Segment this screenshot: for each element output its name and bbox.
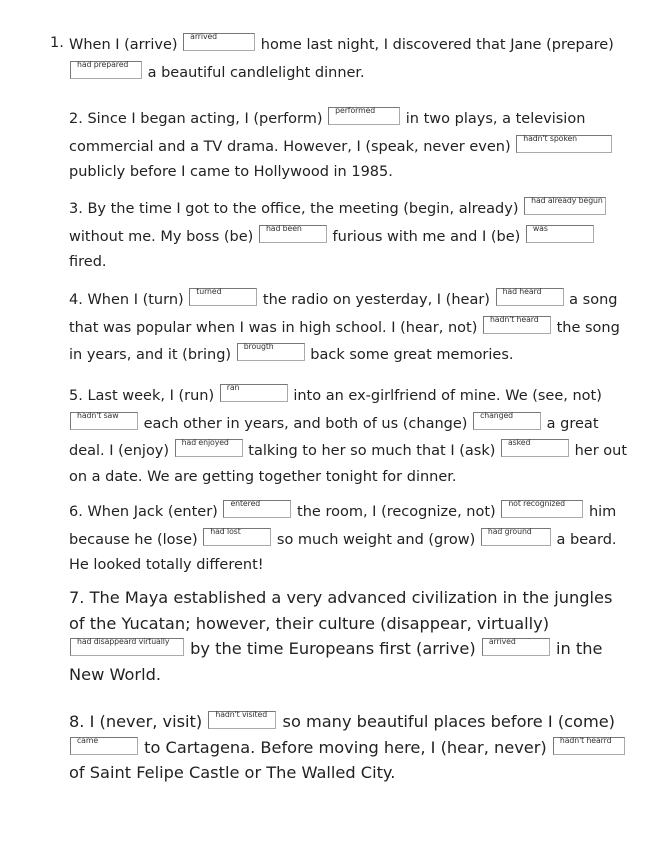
question-text: fired. xyxy=(69,254,107,270)
answer-field[interactable]: had ground xyxy=(481,528,551,546)
answer-field[interactable]: arrived xyxy=(482,638,550,656)
question-text: When I (arrive) xyxy=(69,37,178,53)
question-text: each other in years, and both of us (change) xyxy=(143,415,468,432)
question-text: a great deal. I (enjoy) xyxy=(69,415,599,459)
question-text: the room, I (recognize, not) xyxy=(297,504,496,520)
answer-field[interactable]: turned xyxy=(189,288,257,306)
question-6 xyxy=(69,498,629,579)
question-text: home last night, I discovered that Jane (prepare) xyxy=(260,37,614,53)
question-1 xyxy=(50,31,629,86)
question-text: to Cartagena. Before moving here, I (hear, never) xyxy=(144,737,547,757)
answer-field[interactable]: performed xyxy=(328,107,400,125)
answer-field[interactable]: hadn't spoken xyxy=(516,135,612,153)
question-text: 2. Since I began acting, I (perform) xyxy=(69,111,323,127)
answer-field[interactable]: had been xyxy=(259,225,327,243)
answer-field[interactable]: hadn't visited xyxy=(208,711,276,729)
answer-field[interactable]: hadn't saw xyxy=(70,412,138,430)
question-text: of Saint Felipe Castle or The Walled City. xyxy=(69,763,396,782)
answer-field[interactable]: had lost xyxy=(203,528,271,546)
question-8 xyxy=(69,709,629,786)
question-text: 4. When I (turn) xyxy=(69,292,184,308)
question-text: a beautiful candlelight dinner. xyxy=(147,64,365,81)
answer-field[interactable]: came xyxy=(70,737,138,755)
question-text: 8. I (never, visit) xyxy=(69,712,203,731)
question-text: in the New World. xyxy=(69,639,603,684)
question-text: 5. Last week, I (run) xyxy=(69,388,215,404)
answer-field[interactable]: not recognized xyxy=(501,500,583,518)
answer-field[interactable]: changed xyxy=(473,412,541,430)
question-text: furious with me and I (be) xyxy=(332,228,521,245)
answer-field[interactable]: had disappeard virtually xyxy=(70,638,184,656)
answer-field[interactable]: was xyxy=(526,225,594,243)
answer-field[interactable]: entered xyxy=(223,500,291,518)
answer-field[interactable]: ran xyxy=(220,384,288,402)
question-text: into an ex-girlfriend of mine. We (see, not) xyxy=(293,388,602,404)
question-text: him because he (lose) xyxy=(69,504,617,548)
question-text: by the time Europeans first (arrive) xyxy=(190,639,476,658)
question-text: so many beautiful places before I (come) xyxy=(282,712,615,731)
question-2 xyxy=(69,105,629,186)
question-text: 3. By the time I got to the office, the meeting (begin, already) xyxy=(69,201,519,217)
question-text: 6. When Jack (enter) xyxy=(69,504,218,520)
question-7 xyxy=(69,585,629,687)
answer-field[interactable]: asked xyxy=(501,439,569,457)
answer-field[interactable]: had already begun xyxy=(524,197,606,215)
question-text: in two plays, a television commercial and a TV drama. However, I (speak, never even) xyxy=(69,111,586,155)
answer-field[interactable]: arrived xyxy=(183,33,255,51)
question-text: so much weight and (grow) xyxy=(276,531,476,548)
question-5 xyxy=(69,382,629,490)
question-3 xyxy=(69,195,629,276)
question-text: without me. My boss (be) xyxy=(69,228,254,245)
question-text: a song that was popular when I was in high school. I (hear, not) xyxy=(69,292,618,336)
answer-field[interactable]: hadn't heard xyxy=(483,316,551,334)
answer-field[interactable]: hadn't hearrd xyxy=(553,737,625,755)
answer-field[interactable]: had prepared xyxy=(70,61,142,79)
question-text: talking to her so much that I (ask) xyxy=(248,443,496,459)
question-4 xyxy=(69,286,629,369)
question-text: the song in years, and it (bring) xyxy=(69,319,620,363)
question-number: 1. xyxy=(50,35,64,51)
answer-field[interactable]: had heard xyxy=(496,288,564,306)
question-text: the radio on yesterday, I (hear) xyxy=(262,292,490,308)
answer-field[interactable]: had enjoyed xyxy=(175,439,243,457)
question-text: her out on a date. We are getting together tonight for dinner. xyxy=(69,443,628,485)
question-text: a beard. He looked totally different! xyxy=(69,531,617,573)
answer-field[interactable]: brougth xyxy=(237,343,305,361)
question-text: back some great memories. xyxy=(310,347,514,363)
question-text: publicly before I came to Hollywood in 1985. xyxy=(69,164,393,180)
question-text: 7. The Maya established a very advanced civilization in the jungles of the Yucatan; however, their culture (disappear, virtually) xyxy=(69,588,613,633)
